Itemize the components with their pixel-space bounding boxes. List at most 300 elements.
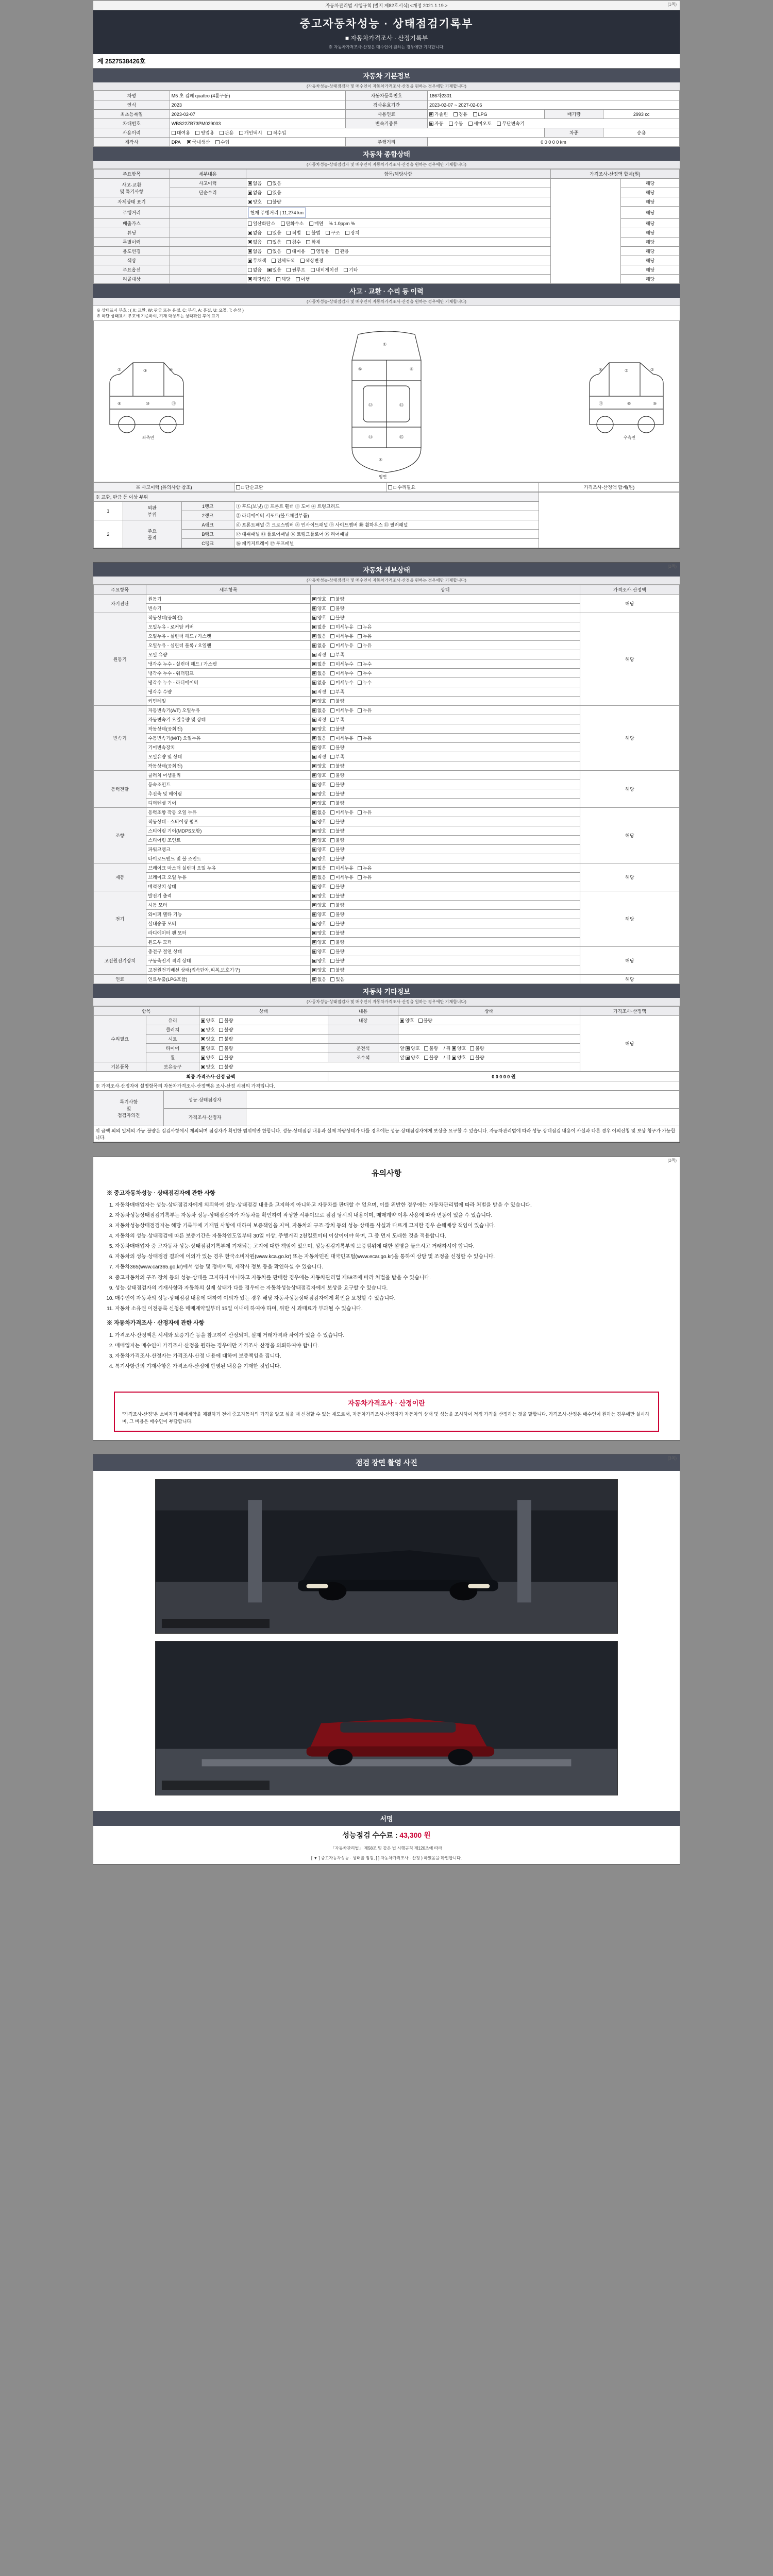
color-changed[interactable]: 색상변경: [300, 257, 324, 264]
page-number-4: (3쪽): [667, 1455, 677, 1461]
tuning-legal[interactable]: 적법: [287, 229, 300, 236]
detail-option[interactable]: 양호: [312, 939, 326, 945]
detail-option[interactable]: 없음: [312, 623, 326, 630]
detail-option[interactable]: 누유: [358, 623, 372, 630]
svg-text:⑭: ⑭: [368, 435, 373, 439]
usage-option-rental[interactable]: 대여용: [172, 129, 190, 136]
detail-option[interactable]: 양호: [312, 967, 326, 973]
overall-cat-usechange: 용도변경: [94, 247, 170, 256]
others-col-2: 내용: [328, 1007, 398, 1016]
detail-group-name: 연료: [94, 975, 146, 984]
detail-option[interactable]: 불량: [330, 800, 344, 806]
detail-option[interactable]: 적정: [312, 753, 326, 760]
detail-option[interactable]: 불량: [330, 772, 344, 778]
detail-option[interactable]: 불량: [330, 790, 344, 797]
option-none[interactable]: 없음: [248, 266, 262, 273]
tuning-illegal[interactable]: 불법: [306, 229, 320, 236]
detail-group-price: 해당: [580, 808, 679, 863]
detail-item-options: [310, 817, 580, 826]
notice-item: 8. 중고자동차의 구조·장치 등의 성능·상태를 고지하지 아니하고 자동차를 판매한 경우에는 자동차관리법 제58조에 따라 처벌을 받을 수 있습니다.: [115, 1274, 666, 1282]
usage-option-import[interactable]: 직수입: [267, 129, 286, 136]
remarks-role-1: 성능·상태점검자: [164, 1091, 246, 1109]
detail-col-3: 가격조사·산정액: [580, 585, 679, 595]
label-mileage: 주행거리: [345, 138, 427, 147]
detail-option[interactable]: 미세누유: [330, 623, 354, 630]
overall-cat-recall: 리콜대상: [94, 275, 170, 284]
value-reg-no: 186차2301: [428, 91, 680, 100]
detail-item-label: 자동변속기(A/T) 오일누유: [146, 706, 310, 715]
detail-item-label: 브레이크 오일 누유: [146, 873, 310, 882]
notice-item: 7. 자동차365(www.car365.go.kr)에서 성능 및 정비이력, 제작사 정보 등을 확인하실 수 있습니다.: [115, 1263, 666, 1272]
others-state-wheel-pos[interactable]: 앞 양호 불량 / 뒤 양호 불량: [398, 1053, 580, 1062]
parts-items-b: ⑫ 대쉬패널 ⑬ 플로어패널 ⑭ 트렁크플로어 ⑮ 리어패널: [234, 530, 539, 539]
accident-history-label: ※ 사고이력 (유의사항 참조): [94, 483, 234, 492]
simple-repair-none[interactable]: 없음: [248, 189, 262, 196]
emission-smoke[interactable]: 매연: [309, 220, 323, 227]
detail-option[interactable]: 부족: [330, 651, 344, 658]
detail-option[interactable]: 누유: [358, 707, 372, 714]
detail-item-options: [310, 845, 580, 854]
value-mileage: 0 0 0 0 0 km: [428, 138, 680, 147]
origin-option-domestic[interactable]: 국내생산: [187, 139, 210, 145]
notice-list-2: [115, 1274, 666, 1313]
detail-option[interactable]: 양호: [312, 818, 326, 825]
detail-option[interactable]: 불량: [330, 957, 344, 964]
detail-item-options: [310, 724, 580, 734]
detail-option[interactable]: 누수: [358, 679, 372, 686]
document-number-value: 2527538426호: [105, 58, 146, 65]
detail-option[interactable]: 없음: [312, 660, 326, 667]
detail-item-label: 작동상태(공회전): [146, 613, 310, 622]
detail-option[interactable]: 양호: [312, 911, 326, 918]
notice-item: 4. 특기사항란의 기재사항은 가격조사·산정에 반영된 내용을 기재한 것입니다.: [115, 1362, 666, 1371]
others-label-seat: 시트: [146, 1035, 199, 1044]
detail-option[interactable]: 미세누수: [330, 670, 354, 676]
section-others-title: 자동차 기타정보: [93, 984, 680, 998]
detail-option[interactable]: 양호: [312, 957, 326, 964]
detail-group-price: 해당: [580, 975, 679, 984]
detail-row: [94, 613, 680, 622]
overall-sub-mileage: [170, 207, 246, 219]
option-yes[interactable]: 있음: [267, 266, 281, 273]
detail-option[interactable]: 불량: [330, 781, 344, 788]
detail-option[interactable]: 없음: [312, 670, 326, 676]
others-state-blank1: [398, 1025, 580, 1035]
overall-sub-recall: [170, 275, 246, 284]
tuning-device[interactable]: 장치: [345, 229, 359, 236]
overall-opts-accident: [246, 179, 550, 188]
detail-group-name: 조향: [94, 808, 146, 863]
overall-opts-mileage: [246, 207, 550, 219]
detail-option[interactable]: 양호: [312, 883, 326, 890]
body-bad[interactable]: 불량: [267, 198, 281, 205]
svg-text:⑥: ⑥: [410, 367, 414, 371]
usechange-official[interactable]: 관용: [335, 248, 349, 255]
detail-item-label: 작동상태 - 스티어링 펌프: [146, 817, 310, 826]
value-car-name: M5 초 컴페 quattro (4륜구동): [170, 91, 345, 100]
transmission-option-manual[interactable]: 수동: [449, 120, 463, 127]
detail-option[interactable]: 미세누유: [330, 735, 354, 741]
detail-option[interactable]: 양호: [312, 614, 326, 621]
detail-option[interactable]: 미세누수: [330, 660, 354, 667]
overall-opts-color: [246, 256, 550, 265]
detail-option[interactable]: 양호: [312, 892, 326, 899]
overall-price-1: 해당: [621, 188, 680, 197]
notice-item: 1. 자동차매매업자는 성능·상태점검자에게 의뢰하여 성능·상태점검 내용을 고지하지 아니하고 자동차를 판매할 수 없으며, 이를 위반한 경우에는 자동차관리법에 따라 처벌을 받을 수 있습니다.: [115, 1201, 666, 1210]
detail-option[interactable]: 불량: [330, 596, 344, 602]
detail-item-label: 동력조향 작동 오일 누유: [146, 808, 310, 817]
svg-text:③: ③: [625, 368, 629, 373]
detail-option[interactable]: 양호: [312, 772, 326, 778]
svg-text:④: ④: [379, 457, 383, 462]
detail-option[interactable]: 불량: [330, 920, 344, 927]
detail-option[interactable]: 불량: [330, 902, 344, 908]
detail-state-table: [93, 585, 680, 984]
value-vin: WBS22ZB73PM029003: [170, 119, 345, 128]
section-detail-title: 자동차 세부상태: [93, 563, 680, 577]
detail-option[interactable]: 부족: [330, 753, 344, 760]
recall-na[interactable]: 해당없음: [248, 276, 271, 282]
section-others-sub: (자동차성능·상태점검자 및 매수인이 자동차가격조사·산정을 원하는 경우에만 기재합니다): [93, 998, 680, 1006]
footer-line-2: [ ▼ ] 중고자동차성능 · 상태를 점검, [ ] 자동차가격조사 · 산정 ) 하였음을 확인합니다.: [311, 1855, 462, 1860]
others-state-glass[interactable]: 양호 불량: [199, 1016, 328, 1025]
parts-rank-b: B랭크: [181, 530, 234, 539]
svg-text:④: ④: [169, 367, 173, 372]
detail-option[interactable]: 없음: [312, 874, 326, 880]
notice-item: 11. 자동차 소유권 이전등록 신청은 매매계약일부터 15일 이내에 하여야 하며, 위반 시 과태료가 부과될 수 있습니다.: [115, 1304, 666, 1313]
detail-group-price: 해당: [580, 863, 679, 891]
detail-option[interactable]: 양호: [312, 846, 326, 853]
detail-option[interactable]: 불량: [330, 725, 344, 732]
others-cat-consumables: 수리필요: [94, 1016, 146, 1062]
parts-rank-1: 1랭크: [181, 502, 234, 511]
recall-yes[interactable]: 해당: [276, 276, 290, 282]
detail-option[interactable]: 부족: [330, 716, 344, 723]
usechange-yes[interactable]: 있음: [267, 248, 281, 255]
detail-option[interactable]: 양호: [312, 744, 326, 751]
transmission-option-semi[interactable]: 세미오토: [468, 120, 492, 127]
detail-option[interactable]: 미세누유: [330, 874, 354, 880]
detail-option[interactable]: 누유: [358, 874, 372, 880]
others-label-interior: 내장: [328, 1016, 398, 1025]
price-definition-title: 자동차가격조사 · 산정이란: [348, 1399, 425, 1407]
accident-no[interactable]: 있음: [267, 180, 281, 187]
detail-option[interactable]: 양호: [312, 596, 326, 602]
detail-row: [94, 706, 680, 715]
usechange-business[interactable]: 영업용: [311, 248, 329, 255]
overall-price-col: [550, 179, 620, 284]
detail-option[interactable]: 없음: [312, 642, 326, 649]
others-state-tools[interactable]: 양호 불량: [199, 1062, 580, 1072]
detail-option[interactable]: 부족: [330, 688, 344, 695]
accident-yes[interactable]: 없음: [248, 180, 262, 187]
special-none[interactable]: 없음: [248, 239, 262, 245]
parts-items-c: ⑯ 패키지트레이 ⑰ 루프패널: [234, 539, 539, 548]
detail-option[interactable]: 누유: [358, 865, 372, 871]
detail-item-options: [310, 826, 580, 836]
detail-group-name: 자기진단: [94, 595, 146, 613]
parts-title: ※ 교환, 판금 등 이상 부위: [94, 493, 539, 502]
detail-row: [94, 975, 680, 984]
detail-option[interactable]: 불량: [330, 605, 344, 612]
mileage-badge: 현재 주행거리 | 11,274 km: [248, 208, 306, 217]
detail-item-label: 기어변속장치: [146, 743, 310, 752]
accident-repair-needed[interactable]: □ 수리필요: [386, 483, 539, 492]
page-1: [93, 0, 680, 549]
svg-text:⑬: ⑬: [399, 403, 404, 408]
detail-item-label: 냉각수 누수 - 워터펌프: [146, 669, 310, 678]
parts-items-a: ⑥ 프론트패널 ⑦ 크로스멤버 ⑧ 인사이드패널 ⑨ 사이드멤버 ⑩ 휠하우스 ⑪ 필러패널: [234, 520, 539, 530]
overall-price-2: 해당: [621, 197, 680, 207]
inspection-photo-1: [155, 1479, 618, 1634]
total-price-value: 0 0 0 0 0 원: [328, 1072, 679, 1081]
notice-list-1: [115, 1201, 666, 1272]
recall-done[interactable]: 이행: [296, 276, 310, 282]
overall-price-0: 해당: [621, 179, 680, 188]
detail-option[interactable]: 없음: [312, 707, 326, 714]
document-number-row: [93, 54, 680, 69]
body-good[interactable]: 양호: [248, 198, 262, 205]
notice-item: 3. 자동차성능상태점검자는 해당 기록부에 기재된 사항에 대하여 보증책임을 지며, 자동차의 구조·장치 등의 성능·상태를 사실과 다르게 고지한 경우 손해배상 책임이 있습니다.: [115, 1222, 666, 1230]
detail-item-options: [310, 947, 580, 956]
option-sunroof[interactable]: 썬루프: [287, 266, 305, 273]
usechange-rental[interactable]: 대여용: [287, 248, 305, 255]
accident-summary-table: [93, 482, 680, 492]
option-navigation[interactable]: 내비게이션: [311, 266, 338, 273]
detail-option[interactable]: 적정: [312, 716, 326, 723]
special-flood[interactable]: 침수: [287, 239, 300, 245]
detail-option[interactable]: 누수: [358, 670, 372, 676]
detail-option[interactable]: 있음: [330, 976, 344, 982]
detail-option[interactable]: 양호: [312, 605, 326, 612]
detail-option[interactable]: 미세누유: [330, 633, 354, 639]
others-label-glass: 유리: [146, 1016, 199, 1025]
detail-item-options: [310, 743, 580, 752]
emission-hc[interactable]: 탄화수소: [281, 220, 304, 227]
detail-item-options: [310, 734, 580, 743]
label-transmission: 변속기종류: [345, 119, 427, 128]
svg-text:⑨: ⑨: [653, 401, 657, 406]
detail-option[interactable]: 양호: [312, 929, 326, 936]
page-2: [93, 562, 680, 1143]
section-accident-sub: (자동차성능·상태점검자 및 매수인이 자동차가격조사·산정을 원하는 경우에만 기재합니다): [93, 298, 680, 306]
fuel-option-gasoline[interactable]: 가솔린: [429, 111, 448, 117]
svg-text:평면: 평면: [379, 474, 387, 479]
parts-rank-table: [93, 492, 680, 548]
transmission-option-auto[interactable]: 자동: [429, 120, 443, 127]
detail-item-label: 냉각수 수량: [146, 687, 310, 697]
detail-option[interactable]: 없음: [312, 679, 326, 686]
others-state-blank2: [398, 1035, 580, 1044]
detail-item-options: [310, 789, 580, 799]
detail-option[interactable]: 누유: [358, 735, 372, 741]
detail-group-name: 고전원전기장치: [94, 947, 146, 975]
accident-legend-1: ※ 상태표시 부호 : ( X: 교환, W: 판금 또는 용접, C: 부식, A: 흠집, U: 요철, T: 손상 ): [96, 308, 244, 313]
origin-option-import[interactable]: 수입: [215, 139, 229, 145]
detail-item-label: 브레이크 마스터 실린더 오일 누유: [146, 863, 310, 873]
svg-text:③: ③: [143, 368, 147, 373]
detail-item-label: 클러치 어셈블리: [146, 771, 310, 780]
detail-option[interactable]: 불량: [330, 827, 344, 834]
detail-option[interactable]: 불량: [330, 744, 344, 751]
others-state-interior[interactable]: 양호 불량: [398, 1016, 580, 1025]
tuning-none[interactable]: 없음: [248, 229, 262, 236]
detail-col-2: 상태: [310, 585, 580, 595]
others-col-2b: 상태: [398, 1007, 580, 1016]
overall-sub-accident: 사고이력: [170, 179, 246, 188]
detail-option[interactable]: 적정: [312, 688, 326, 695]
svg-text:⑪: ⑪: [599, 401, 603, 406]
detail-item-label: 커먼레일: [146, 697, 310, 706]
parts-price-cell: [539, 493, 680, 548]
value-type: 승용: [603, 128, 680, 138]
label-maker: 제작사: [94, 138, 170, 147]
notice-item: 4. 자동차의 성능·상태점검에 따른 보증기간은 자동차인도일부터 30일 이상, 주행거리 2천킬로미터 이상이어야 하며, 그 중 먼저 도래한 것을 적용합니다.: [115, 1232, 666, 1241]
usage-option-official[interactable]: 관용: [220, 129, 233, 136]
parts-rank-a: A랭크: [181, 520, 234, 530]
tuning-structure[interactable]: 구조: [326, 229, 340, 236]
overall-col-2: 항목/해당사항: [246, 170, 550, 179]
label-vin: 차대번호: [94, 119, 170, 128]
detail-option[interactable]: 양호: [312, 837, 326, 843]
parts-no-1: 1: [94, 502, 123, 520]
detail-col-1: 세부항목: [146, 585, 310, 595]
accident-simple-exchange[interactable]: □ 단순교환: [234, 483, 386, 492]
others-label-clutch: 클러치: [146, 1025, 199, 1035]
document-title-bar: [93, 10, 680, 54]
detail-option[interactable]: 불량: [330, 892, 344, 899]
detail-option[interactable]: 불량: [330, 698, 344, 704]
overall-sub-options: [170, 265, 246, 275]
option-etc[interactable]: 기타: [344, 266, 358, 273]
label-inspection-valid: 검사유효기간: [345, 100, 427, 110]
detail-item-label: 스티어링 기어(MDPS포함): [146, 826, 310, 836]
detail-option[interactable]: 없음: [312, 735, 326, 741]
detail-option[interactable]: 불량: [330, 855, 344, 862]
notice-sec1-title: ※ 중고자동차성능 · 상태점검자에 관한 사항: [107, 1190, 215, 1196]
color-original[interactable]: 무채색: [248, 257, 266, 264]
detail-item-options: [310, 641, 580, 650]
simple-repair-yes[interactable]: 있음: [267, 189, 281, 196]
detail-option[interactable]: 양호: [312, 902, 326, 908]
remarks-value-2[interactable]: [246, 1109, 679, 1126]
detail-option[interactable]: 미세누수: [330, 679, 354, 686]
others-state-clutch[interactable]: 양호 불량: [199, 1025, 328, 1035]
detail-option[interactable]: 미세누유: [330, 642, 354, 649]
detail-option[interactable]: 없음: [312, 976, 326, 982]
detail-option[interactable]: 불량: [330, 929, 344, 936]
detail-item-options: [310, 595, 580, 604]
others-state-seat[interactable]: 양호 불량: [199, 1035, 328, 1044]
detail-option[interactable]: 누유: [358, 809, 372, 816]
special-yes[interactable]: 있음: [267, 239, 281, 245]
transmission-option-cvt[interactable]: 무단변속기: [497, 120, 524, 127]
detail-option[interactable]: 미세누유: [330, 707, 354, 714]
detail-option[interactable]: 양호: [312, 762, 326, 769]
others-state-tire[interactable]: 양호 불량: [199, 1044, 328, 1053]
detail-option[interactable]: 양호: [312, 920, 326, 927]
fuel-option-lpg[interactable]: LPG: [473, 112, 488, 117]
detail-option[interactable]: 불량: [330, 846, 344, 853]
car-diagram: [93, 320, 680, 482]
svg-text:②: ②: [117, 367, 122, 372]
detail-item-options: [310, 808, 580, 817]
detail-option[interactable]: 불량: [330, 883, 344, 890]
detail-row: [94, 771, 680, 780]
detail-option[interactable]: 없음: [312, 809, 326, 816]
tuning-yes[interactable]: 있음: [267, 229, 281, 236]
detail-option[interactable]: 불량: [330, 911, 344, 918]
detail-option[interactable]: 불량: [330, 762, 344, 769]
others-state-tire-pos[interactable]: 앞 양호 불량 / 뒤 양호 불량: [398, 1044, 580, 1053]
special-fire[interactable]: 화재: [306, 239, 320, 245]
detail-item-label: 자동변속기 오일유량 및 상태: [146, 715, 310, 724]
usechange-none[interactable]: 없음: [248, 248, 262, 255]
detail-group-price: 해당: [580, 706, 679, 771]
detail-option[interactable]: 불량: [330, 939, 344, 945]
color-full-paint[interactable]: 전체도색: [272, 257, 295, 264]
usage-option-business[interactable]: 영업용: [195, 129, 214, 136]
detail-option[interactable]: 불량: [330, 837, 344, 843]
detail-option[interactable]: 없음: [312, 865, 326, 871]
remarks-value-1[interactable]: [246, 1091, 679, 1109]
detail-option[interactable]: 불량: [330, 614, 344, 621]
usage-option-taxi[interactable]: 개인택시: [239, 129, 262, 136]
detail-option[interactable]: 양호: [312, 827, 326, 834]
overall-sub-usechange: [170, 247, 246, 256]
detail-option[interactable]: 누유: [358, 633, 372, 639]
detail-item-options: [310, 697, 580, 706]
detail-option[interactable]: 양호: [312, 725, 326, 732]
parts-items-1: ① 후드(보닛) ② 프론트 휀더 ③ 도어 ④ 트렁크리드: [234, 502, 539, 511]
overall-price-3: 해당: [621, 207, 680, 219]
detail-option[interactable]: 적정: [312, 651, 326, 658]
detail-option[interactable]: 불량: [330, 818, 344, 825]
overall-sub-body: [170, 197, 246, 207]
detail-option[interactable]: 양호: [312, 948, 326, 955]
notice-item: 3. 자동차가격조사·산정자는 가격조사·산정 내용에 대하여 보증책임을 집니다.: [115, 1352, 666, 1361]
detail-item-label: 실내송풍 모터: [146, 919, 310, 928]
detail-item-options: [310, 669, 580, 678]
detail-option[interactable]: 누수: [358, 660, 372, 667]
others-state-wheel[interactable]: 양호 불량: [199, 1053, 328, 1062]
overall-col-0: 주요항목: [94, 170, 170, 179]
fuel-option-diesel[interactable]: 경유: [453, 111, 467, 117]
detail-option[interactable]: 불량: [330, 967, 344, 973]
overall-price-8: 해당: [621, 256, 680, 265]
detail-option[interactable]: 양호: [312, 781, 326, 788]
detail-option[interactable]: 양호: [312, 790, 326, 797]
detail-item-label: 오일누유 - 실린더 블록 / 오일팬: [146, 641, 310, 650]
detail-option[interactable]: 누유: [358, 642, 372, 649]
page-4: [93, 1454, 680, 1865]
detail-item-options: [310, 882, 580, 891]
svg-text:좌측면: 좌측면: [142, 435, 155, 440]
detail-option[interactable]: 없음: [312, 633, 326, 639]
detail-item-options: [310, 761, 580, 771]
detail-option[interactable]: 미세누유: [330, 809, 354, 816]
detail-option[interactable]: 불량: [330, 948, 344, 955]
overall-cat-accident: 사고·교환 및 특기사항: [94, 179, 170, 197]
detail-option[interactable]: 양호: [312, 698, 326, 704]
detail-option[interactable]: 양호: [312, 800, 326, 806]
detail-option[interactable]: 미세누유: [330, 865, 354, 871]
emission-co[interactable]: 일산화탄소: [248, 220, 275, 227]
detail-option[interactable]: 양호: [312, 855, 326, 862]
detail-item-options: [310, 891, 580, 901]
form-legal-note: 자동차관리법 시행규칙 [별지 제82호서식] <개정 2021.1.19.>: [93, 1, 680, 10]
detail-item-label: 오일누유 - 로커암 커버: [146, 622, 310, 632]
